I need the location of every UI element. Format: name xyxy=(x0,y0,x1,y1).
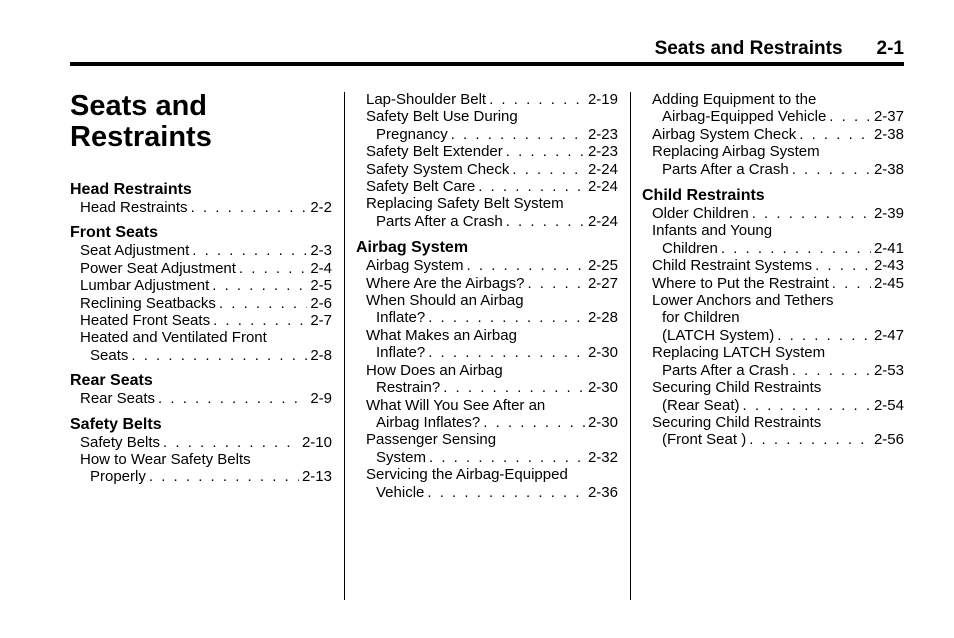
entry-title: Where Are the Airbags? xyxy=(366,274,525,292)
dot-leader xyxy=(131,347,307,364)
entry-title: Inflate? xyxy=(376,309,426,327)
entry-title: Children xyxy=(662,239,718,257)
toc-section xyxy=(356,91,618,230)
dot-leader xyxy=(829,108,871,125)
dot-leader xyxy=(428,344,585,361)
entry-page-number: 2-41 xyxy=(873,239,904,257)
toc-entry[interactable] xyxy=(70,242,332,259)
entry-title: Replacing Airbag System xyxy=(652,143,820,161)
entry-page-number: 2-43 xyxy=(873,257,904,275)
entry-page-number: 2-56 xyxy=(873,431,904,449)
section-heading: Airbag System xyxy=(356,239,469,257)
entry-page-number: 2-32 xyxy=(587,448,618,466)
toc-entry[interactable] xyxy=(642,292,904,344)
entry-title: What Will You See After an xyxy=(366,396,546,414)
toc-entry[interactable] xyxy=(642,91,904,126)
toc-entry[interactable] xyxy=(70,329,332,364)
entry-page-number: 2-2 xyxy=(310,199,332,216)
toc-entry[interactable] xyxy=(356,257,618,274)
toc-entry[interactable] xyxy=(356,108,618,143)
dot-leader xyxy=(815,257,871,274)
section-heading: Rear Seats xyxy=(70,372,153,390)
dot-leader xyxy=(219,295,307,312)
entry-page-number: 2-23 xyxy=(587,143,618,161)
entry-title: Power Seat Adjustment xyxy=(80,259,236,277)
entry-title: Parts After a Crash xyxy=(662,361,789,379)
entry-title: Securing Child Restraints xyxy=(652,413,822,431)
entry-page-number: 2-5 xyxy=(310,277,332,295)
toc-section-airbag-system xyxy=(356,239,618,501)
entry-title: Infants and Young xyxy=(652,222,773,240)
entry-title: Airbag System Check xyxy=(652,125,797,143)
entry-title: for Children xyxy=(662,309,740,327)
toc-entry[interactable] xyxy=(70,451,332,486)
entry-page-number: 2-9 xyxy=(310,390,332,408)
entry-title: How to Wear Safety Belts xyxy=(80,451,251,469)
entry-title: Parts After a Crash xyxy=(662,160,789,178)
entry-title: How Does an Airbag xyxy=(366,361,503,379)
entry-page-number: 2-47 xyxy=(873,326,904,344)
dot-leader xyxy=(489,91,585,108)
toc-section xyxy=(642,91,904,178)
entry-page-number: 2-24 xyxy=(587,160,618,178)
entry-page-number: 2-36 xyxy=(587,483,618,501)
entry-title: Safety Belt Use During xyxy=(366,108,518,126)
entry-page-number: 2-6 xyxy=(310,294,332,312)
toc-section-rear-seats xyxy=(70,372,332,407)
dot-leader xyxy=(512,161,585,178)
header-rule xyxy=(70,62,904,66)
entry-page-number: 2-53 xyxy=(873,361,904,379)
entry-page-number: 2-37 xyxy=(873,108,904,126)
toc-entry[interactable] xyxy=(642,414,904,449)
toc-entry[interactable] xyxy=(356,397,618,432)
entry-title: (Rear Seat) xyxy=(662,396,740,414)
dot-leader xyxy=(191,199,308,216)
entry-title: Safety Belt Extender xyxy=(366,143,503,161)
section-heading: Child Restraints xyxy=(642,187,765,205)
toc-entry[interactable] xyxy=(642,205,904,222)
entry-title: Adding Equipment to the xyxy=(652,91,817,108)
entry-title: Lap-Shoulder Belt xyxy=(366,91,487,108)
entry-title: When Should an Airbag xyxy=(366,292,524,310)
running-header xyxy=(655,38,904,60)
dot-leader xyxy=(467,257,585,274)
dot-leader xyxy=(451,126,585,143)
entry-page-number: 2-19 xyxy=(587,91,618,108)
entry-title: Parts After a Crash xyxy=(376,212,503,230)
entry-page-number: 2-28 xyxy=(587,309,618,327)
column-divider xyxy=(344,92,345,600)
entry-page-number: 2-30 xyxy=(587,344,618,362)
entry-title: Pregnancy xyxy=(376,125,448,143)
entry-page-number: 2-24 xyxy=(587,212,618,230)
entry-title: What Makes an Airbag xyxy=(366,326,517,344)
toc-column-2 xyxy=(356,91,618,501)
toc-entry[interactable] xyxy=(356,143,618,160)
entry-page-number: 2-7 xyxy=(310,312,332,330)
dot-leader xyxy=(478,178,585,195)
entry-page-number: 2-30 xyxy=(587,379,618,397)
dot-leader xyxy=(443,379,585,396)
entry-page-number: 2-30 xyxy=(587,413,618,431)
entry-title: Safety Belts xyxy=(80,433,161,451)
dot-leader xyxy=(777,327,871,344)
dot-leader xyxy=(752,205,871,222)
toc-entry[interactable] xyxy=(70,312,332,329)
dot-leader xyxy=(428,309,585,326)
toc-entry[interactable] xyxy=(642,222,904,257)
dot-leader xyxy=(427,484,585,501)
toc-section-safety-belts xyxy=(70,416,332,486)
entry-title: Head Restraints xyxy=(80,199,188,216)
toc-entry[interactable] xyxy=(642,257,904,274)
entry-title: Securing Child Restraints xyxy=(652,379,822,397)
toc-entry[interactable] xyxy=(356,195,618,230)
entry-title: (LATCH System) xyxy=(662,326,775,344)
toc-entry[interactable] xyxy=(70,277,332,294)
entry-page-number: 2-25 xyxy=(587,257,618,275)
dot-leader xyxy=(721,240,871,257)
entry-page-number: 2-8 xyxy=(310,346,332,364)
dot-leader xyxy=(506,213,585,230)
dot-leader xyxy=(149,468,299,485)
entry-page-number: 2-4 xyxy=(310,259,332,277)
entry-title: Seat Adjustment xyxy=(80,242,190,260)
entry-page-number: 2-13 xyxy=(301,468,332,486)
entry-page-number: 2-3 xyxy=(310,242,332,260)
entry-page-number: 2-10 xyxy=(301,433,332,451)
dot-leader xyxy=(506,143,585,160)
toc-entry[interactable] xyxy=(642,275,904,292)
toc-entry[interactable] xyxy=(356,466,618,501)
entry-page-number: 2-24 xyxy=(587,178,618,196)
entry-title: Heated and Ventilated Front xyxy=(80,329,267,347)
entry-page-number: 2-38 xyxy=(873,160,904,178)
entry-title: Replacing LATCH System xyxy=(652,344,826,362)
dot-leader xyxy=(792,362,871,379)
page-title: Seats and Restraints xyxy=(70,90,212,153)
toc-entry[interactable] xyxy=(70,199,332,216)
dot-leader xyxy=(163,434,299,451)
entry-title: Vehicle xyxy=(376,483,425,501)
dot-leader xyxy=(527,275,585,292)
entry-page-number: 2-54 xyxy=(873,396,904,414)
entry-title: Seats xyxy=(90,346,129,364)
toc-entry[interactable] xyxy=(642,344,904,379)
section-heading: Front Seats xyxy=(70,224,159,242)
entry-title: Airbag-Equipped Vehicle xyxy=(662,108,827,126)
entry-title: Properly xyxy=(90,468,146,486)
entry-page-number: 2-38 xyxy=(873,125,904,143)
section-heading: Head Restraints xyxy=(70,181,192,198)
entry-title: Airbag Inflates? xyxy=(376,413,481,431)
entry-title: Inflate? xyxy=(376,344,426,362)
entry-title: Restrain? xyxy=(376,379,441,397)
section-heading: Safety Belts xyxy=(70,415,162,433)
entry-title: Lower Anchors and Tethers xyxy=(652,292,834,310)
toc-entry[interactable] xyxy=(356,292,618,327)
toc-section-child-restraints xyxy=(642,187,904,449)
dot-leader xyxy=(192,242,307,259)
toc-section-head-restraints xyxy=(70,181,332,216)
toc-entry[interactable] xyxy=(356,327,618,362)
dot-leader xyxy=(239,260,307,277)
entry-page-number: 2-27 xyxy=(587,274,618,292)
toc-column-3 xyxy=(642,91,904,449)
toc-entry[interactable] xyxy=(642,379,904,414)
dot-leader xyxy=(749,431,871,448)
dot-leader xyxy=(832,275,871,292)
toc-entry[interactable] xyxy=(70,434,332,451)
entry-title: Replacing Safety Belt System xyxy=(366,195,564,213)
toc-entry[interactable] xyxy=(356,161,618,178)
dot-leader xyxy=(743,397,871,414)
toc-column-1 xyxy=(70,91,332,486)
entry-title: Heated Front Seats xyxy=(80,312,211,330)
entry-title: Passenger Sensing xyxy=(366,431,497,449)
toc-entry[interactable] xyxy=(642,143,904,178)
entry-title: Child Restraint Systems xyxy=(652,257,813,275)
toc-entry[interactable] xyxy=(642,126,904,143)
dot-leader xyxy=(213,312,307,329)
toc-entry[interactable] xyxy=(70,390,332,407)
toc-section-front-seats xyxy=(70,224,332,364)
entry-title: Safety System Check xyxy=(366,160,510,178)
toc-entry[interactable] xyxy=(356,91,618,108)
column-divider xyxy=(630,92,631,600)
toc-entry[interactable] xyxy=(356,178,618,195)
toc-entry[interactable] xyxy=(356,275,618,292)
entry-title: Reclining Seatbacks xyxy=(80,294,216,312)
chapter-title: Seats and Restraints xyxy=(654,38,843,59)
entry-page-number: 2-39 xyxy=(873,205,904,223)
dot-leader xyxy=(158,390,307,407)
entry-title: Airbag System xyxy=(366,257,464,275)
entry-title: Lumbar Adjustment xyxy=(80,277,210,295)
dot-leader xyxy=(483,414,585,431)
dot-leader xyxy=(799,126,871,143)
entry-title: (Front Seat ) xyxy=(662,431,747,449)
toc-entry[interactable] xyxy=(356,362,618,397)
dot-leader xyxy=(792,161,871,178)
entry-title: Rear Seats xyxy=(80,390,156,408)
page-number: 2-1 xyxy=(876,38,904,59)
entry-page-number: 2-45 xyxy=(873,274,904,292)
entry-title: Where to Put the Restraint xyxy=(652,274,829,292)
entry-title: Safety Belt Care xyxy=(366,178,476,196)
toc-entry[interactable] xyxy=(70,295,332,312)
entry-page-number: 2-23 xyxy=(587,125,618,143)
dot-leader xyxy=(429,449,585,466)
toc-entry[interactable] xyxy=(70,260,332,277)
dot-leader xyxy=(212,277,307,294)
entry-title: Older Children xyxy=(652,205,749,223)
toc-entry[interactable] xyxy=(356,431,618,466)
entry-title: Servicing the Airbag-Equipped xyxy=(366,466,568,484)
entry-title: System xyxy=(376,448,427,466)
